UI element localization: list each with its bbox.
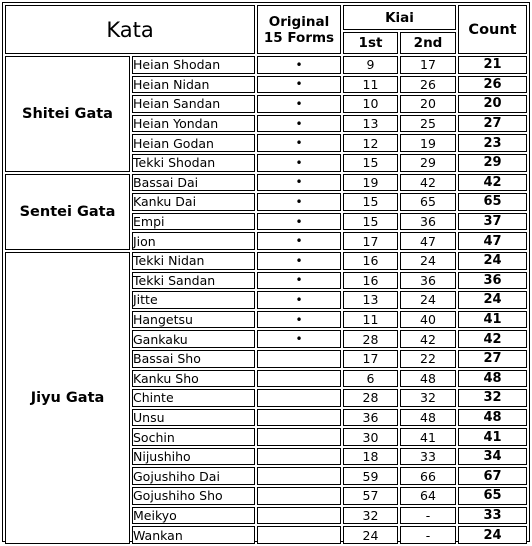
count-cell: 33 (458, 507, 527, 525)
count-cell: 34 (458, 448, 527, 466)
original-form-marker (257, 507, 341, 525)
kata-name-cell: Meikyo (132, 507, 255, 525)
original-form-marker: • (257, 154, 341, 172)
kiai-second-cell: 48 (400, 409, 456, 427)
kiai-first-cell: 19 (343, 174, 398, 192)
kiai-second-cell: 47 (400, 232, 456, 250)
kiai-second-cell: 26 (400, 76, 456, 94)
kiai-first-cell: 18 (343, 448, 398, 466)
kiai-second-cell: 36 (400, 213, 456, 231)
count-cell: 24 (458, 526, 527, 544)
original-form-marker (257, 487, 341, 505)
kata-name-cell: Heian Yondan (132, 115, 255, 133)
original-form-marker: • (257, 95, 341, 113)
kiai-first-cell: 15 (343, 213, 398, 231)
kiai-second-cell: 19 (400, 134, 456, 152)
count-cell: 37 (458, 213, 527, 231)
kiai-second-cell: 36 (400, 272, 456, 290)
kata-name-cell: Empi (132, 213, 255, 231)
kata-name-cell: Chinte (132, 389, 255, 407)
kiai-first-cell: 17 (343, 350, 398, 368)
original-form-marker (257, 350, 341, 368)
count-cell: 32 (458, 389, 527, 407)
kiai-first-cell: 6 (343, 370, 398, 388)
kiai-first-cell: 15 (343, 193, 398, 211)
count-cell: 20 (458, 95, 527, 113)
original-form-marker: • (257, 252, 341, 270)
table-body (5, 56, 527, 544)
original-form-marker: • (257, 232, 341, 250)
group-label: Sentei Gata (5, 174, 130, 250)
kiai-second-cell: 66 (400, 467, 456, 485)
header-count: Count (458, 5, 527, 54)
kiai-first-cell: 30 (343, 428, 398, 446)
original-form-marker: • (257, 76, 341, 94)
kata-table (3, 3, 529, 546)
count-cell: 24 (458, 252, 527, 270)
original-form-marker (257, 409, 341, 427)
kata-name-cell: Sochin (132, 428, 255, 446)
kata-table-frame (2, 2, 530, 542)
kiai-second-cell: 24 (400, 291, 456, 309)
original-form-marker: • (257, 291, 341, 309)
kata-name-cell: Heian Nidan (132, 76, 255, 94)
kiai-first-cell: 28 (343, 330, 398, 348)
count-cell: 27 (458, 350, 527, 368)
count-cell: 41 (458, 311, 527, 329)
kiai-first-cell: 12 (343, 134, 398, 152)
kata-name-cell: Bassai Sho (132, 350, 255, 368)
original-form-marker: • (257, 213, 341, 231)
kata-name-cell: Kanku Sho (132, 370, 255, 388)
kiai-first-cell: 16 (343, 272, 398, 290)
kiai-second-cell: 33 (400, 448, 456, 466)
kiai-first-cell: 28 (343, 389, 398, 407)
header-kiai: Kiai (343, 5, 456, 30)
kiai-second-cell: 42 (400, 174, 456, 192)
kiai-first-cell: 11 (343, 311, 398, 329)
kata-name-cell: Jitte (132, 291, 255, 309)
original-form-marker (257, 428, 341, 446)
count-cell: 48 (458, 409, 527, 427)
kiai-first-cell: 11 (343, 76, 398, 94)
kiai-first-cell: 9 (343, 56, 398, 74)
kiai-first-cell: 13 (343, 115, 398, 133)
kiai-second-cell: 25 (400, 115, 456, 133)
original-form-marker: • (257, 134, 341, 152)
kiai-second-cell: 41 (400, 428, 456, 446)
kiai-second-cell: 20 (400, 95, 456, 113)
header-kata: Kata (5, 5, 255, 54)
kata-name-cell: Tekki Nidan (132, 252, 255, 270)
original-form-marker (257, 389, 341, 407)
kiai-first-cell: 10 (343, 95, 398, 113)
kiai-first-cell: 24 (343, 526, 398, 544)
count-cell: 23 (458, 134, 527, 152)
kata-name-cell: Gojushiho Sho (132, 487, 255, 505)
original-form-marker: • (257, 115, 341, 133)
original-form-marker: • (257, 56, 341, 74)
count-cell: 27 (458, 115, 527, 133)
kiai-second-cell: 42 (400, 330, 456, 348)
kiai-first-cell: 16 (343, 252, 398, 270)
kata-name-cell: Jion (132, 232, 255, 250)
kiai-first-cell: 32 (343, 507, 398, 525)
kiai-first-cell: 57 (343, 487, 398, 505)
count-cell: 24 (458, 291, 527, 309)
count-cell: 47 (458, 232, 527, 250)
original-form-marker: • (257, 193, 341, 211)
table-row (5, 56, 527, 74)
kata-name-cell: Heian Sandan (132, 95, 255, 113)
original-form-marker (257, 448, 341, 466)
kata-name-cell: Gojushiho Dai (132, 467, 255, 485)
kiai-first-cell: 17 (343, 232, 398, 250)
count-cell: 36 (458, 272, 527, 290)
header-original-15-forms (257, 5, 341, 54)
count-cell: 48 (458, 370, 527, 388)
kiai-second-cell: 29 (400, 154, 456, 172)
kiai-second-cell: - (400, 526, 456, 544)
kiai-first-cell: 59 (343, 467, 398, 485)
original-form-marker: • (257, 330, 341, 348)
kata-name-cell: Bassai Dai (132, 174, 255, 192)
kiai-first-cell: 36 (343, 409, 398, 427)
table-header (5, 5, 527, 54)
header-original-line1: Original (268, 13, 330, 30)
kata-name-cell: Gankaku (132, 330, 255, 348)
table-row (5, 252, 527, 270)
kata-name-cell: Hangetsu (132, 311, 255, 329)
kata-name-cell: Unsu (132, 409, 255, 427)
kiai-second-cell: 64 (400, 487, 456, 505)
count-cell: 41 (458, 428, 527, 446)
kata-name-cell: Heian Shodan (132, 56, 255, 74)
original-form-marker: • (257, 311, 341, 329)
count-cell: 65 (458, 487, 527, 505)
kata-name-cell: Tekki Sandan (132, 272, 255, 290)
kiai-second-cell: 65 (400, 193, 456, 211)
original-form-marker (257, 370, 341, 388)
original-form-marker (257, 526, 341, 544)
kiai-second-cell: 40 (400, 311, 456, 329)
kata-name-cell: Kanku Dai (132, 193, 255, 211)
kiai-second-cell: - (400, 507, 456, 525)
kiai-second-cell: 17 (400, 56, 456, 74)
count-cell: 65 (458, 193, 527, 211)
kata-name-cell: Nijushiho (132, 448, 255, 466)
original-form-marker (257, 467, 341, 485)
count-cell: 26 (458, 76, 527, 94)
original-form-marker: • (257, 272, 341, 290)
kiai-second-cell: 24 (400, 252, 456, 270)
count-cell: 67 (458, 467, 527, 485)
header-original-line2: 15 Forms (263, 29, 335, 46)
kata-name-cell: Wankan (132, 526, 255, 544)
group-label: Shitei Gata (5, 56, 130, 172)
count-cell: 21 (458, 56, 527, 74)
group-label: Jiyu Gata (5, 252, 130, 544)
kata-name-cell: Heian Godan (132, 134, 255, 152)
count-cell: 42 (458, 330, 527, 348)
original-form-marker: • (257, 174, 341, 192)
table-row (5, 174, 527, 192)
header-kiai-2nd: 2nd (400, 32, 456, 54)
kiai-second-cell: 32 (400, 389, 456, 407)
count-cell: 42 (458, 174, 527, 192)
kata-name-cell: Tekki Shodan (132, 154, 255, 172)
kiai-second-cell: 22 (400, 350, 456, 368)
kiai-first-cell: 15 (343, 154, 398, 172)
count-cell: 29 (458, 154, 527, 172)
kiai-first-cell: 13 (343, 291, 398, 309)
kiai-second-cell: 48 (400, 370, 456, 388)
header-kiai-1st: 1st (343, 32, 398, 54)
